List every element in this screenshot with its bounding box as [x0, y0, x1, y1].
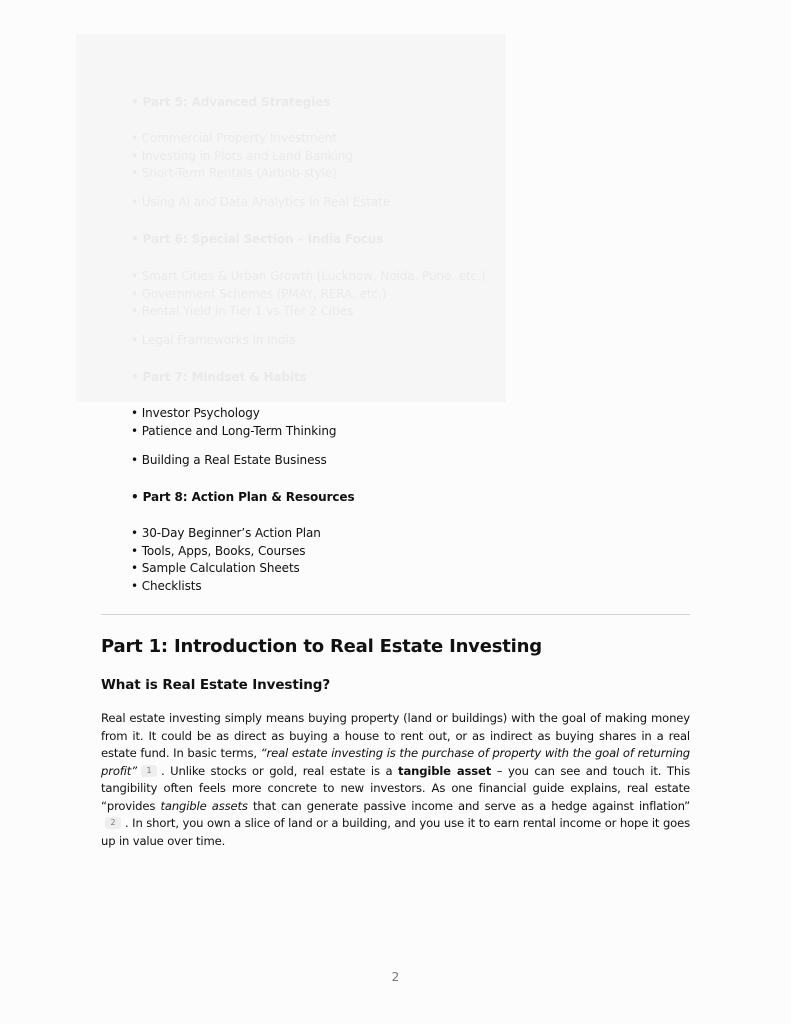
toc-item: • Commercial Property Investment: [131, 131, 337, 145]
section-subtitle: What is Real Estate Investing?: [101, 677, 331, 693]
footnote-marker[interactable]: 2: [105, 817, 121, 829]
toc-group: [131, 405, 336, 440]
toc-item: • Part 8: Action Plan & Resources: [131, 490, 355, 504]
toc-item: • Building a Real Estate Business: [131, 453, 327, 467]
section-divider: [101, 614, 690, 615]
toc-item: • Sample Calculation Sheets: [131, 561, 300, 575]
italic-term: tangible assets: [160, 798, 248, 813]
toc-item: • Investing in Plots and Land Banking: [131, 148, 353, 163]
toc-item: • Part 6: Special Section – India Focus: [131, 232, 384, 246]
toc-item: • Government Schemes (PMAY, RERA, etc.): [131, 286, 387, 301]
toc-item: • Checklists: [131, 578, 202, 593]
toc-item: • Smart Cities & Urban Growth (Lucknow, Noida, Pune, etc.): [131, 269, 486, 283]
toc-item: • Part 7: Mindset & Habits: [131, 370, 307, 384]
toc-item: • Investor Psychology: [131, 406, 260, 420]
toc-item: • 30-Day Beginner’s Action Plan: [131, 526, 321, 540]
toc-item: • Rental Yield in Tier 1 vs Tier 2 Cities: [131, 304, 354, 318]
toc-group: [131, 525, 321, 595]
footnote-marker[interactable]: 1: [141, 765, 157, 777]
toc-item: • Part 5: Advanced Strategies: [131, 95, 331, 109]
toc-item: • Short-Term Rentals (Airbnb-style): [131, 166, 337, 180]
body-paragraph: Real estate investing simply means buying property (land or buildings) with the goal of making money from it. It could be as direct as buying a house to rent out, or as indirect as buying shares in a real estate fund. In basic terms, “real estate investing is the purchase of property with the goal of returning profit” 1 . Unlike stocks or gold, real estate is a tangible asset – you can see and touch it. This tangibility often feels more concrete to new investors. As one financial guide explains, real estate “provides tangible assets that can generate passive income and serve as a hedge against inflation”2 . In short, you own a slice of land or a building, and you use it to earn rental income or hope it goes up in value over time.: [101, 711, 691, 848]
toc-item: • Patience and Long-Term Thinking: [131, 423, 337, 438]
toc-group: [131, 268, 485, 321]
toc-item: • Tools, Apps, Books, Courses: [131, 543, 306, 558]
toc-group: [131, 130, 353, 183]
bold-term: tangible asset: [398, 763, 492, 778]
page-number: 2: [391, 970, 400, 984]
toc-item: • Legal Frameworks in India: [131, 333, 296, 347]
toc-item: • Using AI and Data Analytics in Real Estate: [131, 195, 391, 209]
quote-text: “real estate investing is the purchase of property with the goal of returning profit”: [101, 746, 690, 778]
section-title: Part 1: Introduction to Real Estate Investing: [101, 636, 542, 657]
